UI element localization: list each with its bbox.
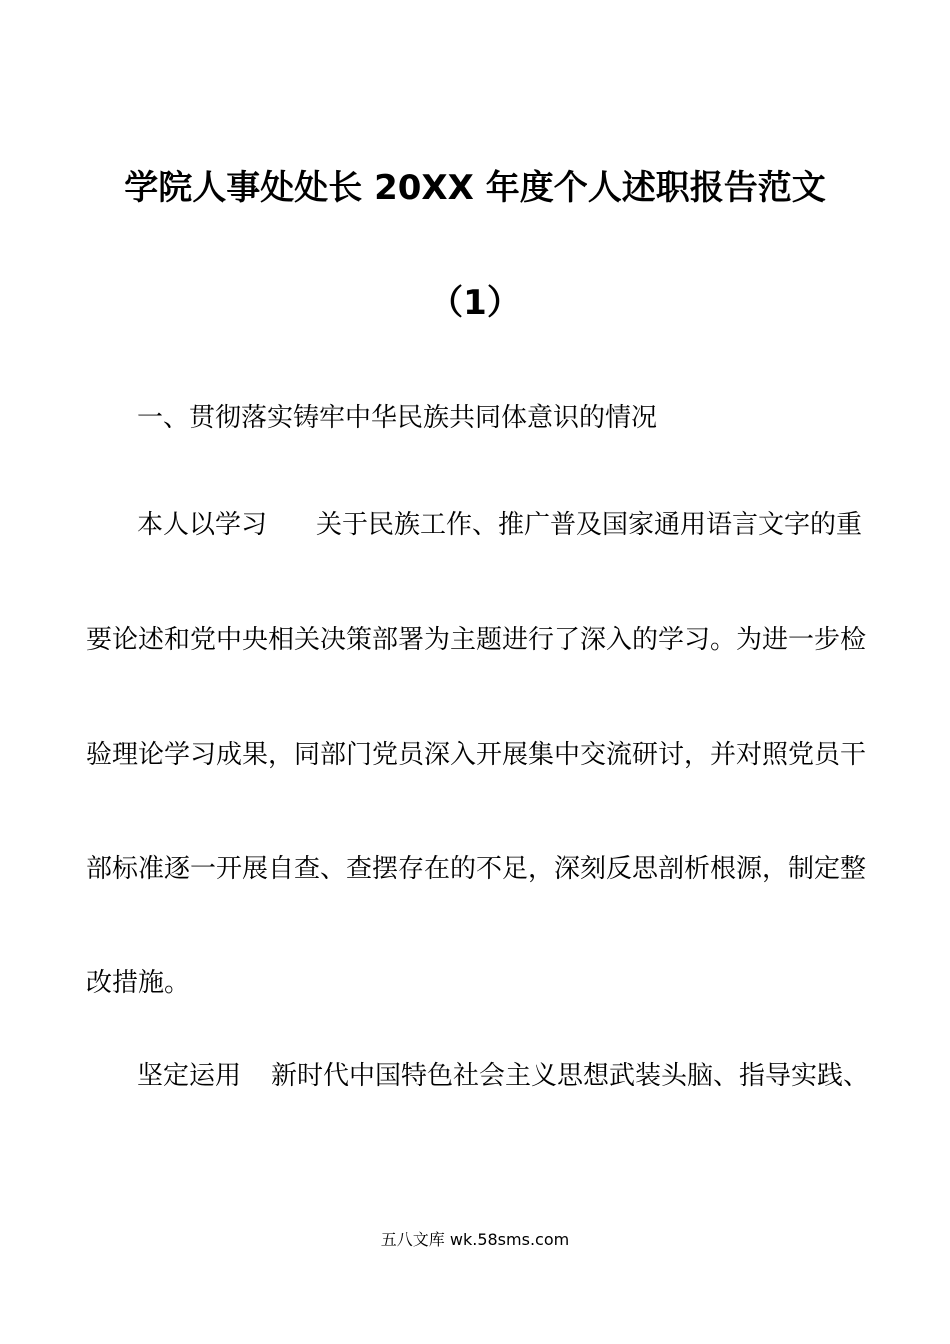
document-title: 学院人事处处长 20XX 年度个人述职报告范文 [124,168,826,208]
paragraph-line: 验理论学习成果，同部门党员深入开展集中交流研讨，并对照党员干 [86,740,867,770]
paragraph-line: 新时代中国特色社会主义思想武装头脑、指导实践、 [271,1061,870,1091]
paragraph-line: 坚定运用 [137,1061,242,1091]
footer-watermark: 五八文库 wk.58sms.com [380,1230,570,1249]
paragraph-line: 本人以学习 [137,510,268,540]
paragraph-line: 关于民族工作、推广普及国家通用语言文字的重 [316,510,863,540]
paragraph-line: 部标准逐一开展自查、查摆存在的不足，深刻反思剖析根源，制定整 [86,854,867,884]
document-title-number: （1） [429,283,521,323]
paragraph-line: 要论述和党中央相关决策部署为主题进行了深入的学习。为进一步检 [86,625,867,655]
section-heading: 一、贯彻落实铸牢中华民族共同体意识的情况 [137,403,658,433]
paragraph-line: 改措施。 [86,968,191,998]
